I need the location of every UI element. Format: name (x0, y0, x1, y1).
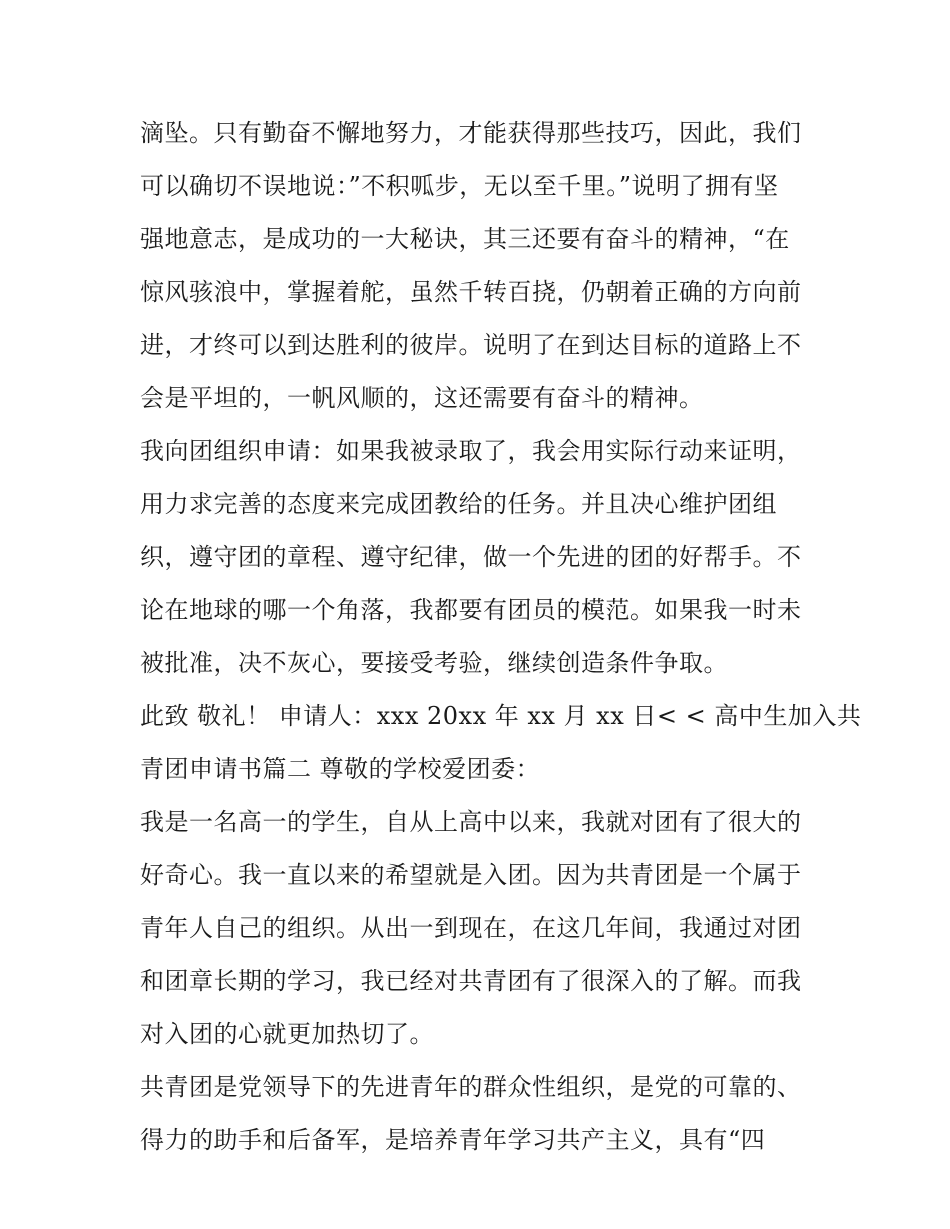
text-line: 惊风骇浪中，掌握着舵，虽然千转百挠，仍朝着正确的方向前 (140, 278, 802, 306)
text-line: 得力的助手和后备军，是培养青年学习共产主义，具有“四 (140, 1126, 766, 1154)
text-line: 滴坠。只有勤奋不懈地努力，才能获得那些技巧，因此，我们 (140, 119, 802, 147)
text-line: 用力求完善的态度来完成团教给的任务。并且决心维护团组 (140, 490, 777, 518)
text-line: 强地意志，是成功的一大秘诀，其三还要有奋斗的精神，“在 (140, 225, 790, 253)
text-line: 我向团组织申请：如果我被录取了，我会用实际行动来证明， (140, 437, 802, 465)
text-line: 和团章长期的学习，我已经对共青团有了很深入的了解。而我 (140, 967, 802, 995)
text-line: 青年人自己的组织。从出一到现在，在这几年间，我通过对团 (140, 914, 802, 942)
text-line: 织，遵守团的章程、遵守纪律，做一个先进的团的好帮手。不 (140, 543, 802, 571)
text-line: 共青团是党领导下的先进青年的群众性组织，是党的可靠的、 (140, 1073, 802, 1101)
text-line: 可以确切不误地说：”不积呱步，无以至千里。”说明了拥有坚 (140, 172, 779, 200)
text-line: 此致 敬礼！ 申请人：xxx 20xx 年 xx 月 xx 日< < 高中生加入共 (140, 702, 862, 730)
document-body (140, 107, 862, 1167)
text-line: 好奇心。我一直以来的希望就是入团。因为共青团是一个属于 (140, 861, 802, 889)
text-line: 对入团的心就更加热切了。 (140, 1020, 434, 1048)
text-line: 会是平坦的，一帆风顺的，这还需要有奋斗的精神。 (140, 384, 704, 412)
text-line: 我是一名高一的学生，自从上高中以来，我就对团有了很大的 (140, 808, 802, 836)
text-line: 进，才终可以到达胜利的彼岸。说明了在到达目标的道路上不 (140, 331, 802, 359)
text-line: 论在地球的哪一个角落，我都要有团员的模范。如果我一时未 (140, 596, 802, 624)
text-line: 青团申请书篇二 尊敬的学校爱团委： (140, 755, 541, 783)
text-line: 被批准，决不灰心，要接受考验，继续创造条件争取。 (140, 649, 728, 677)
